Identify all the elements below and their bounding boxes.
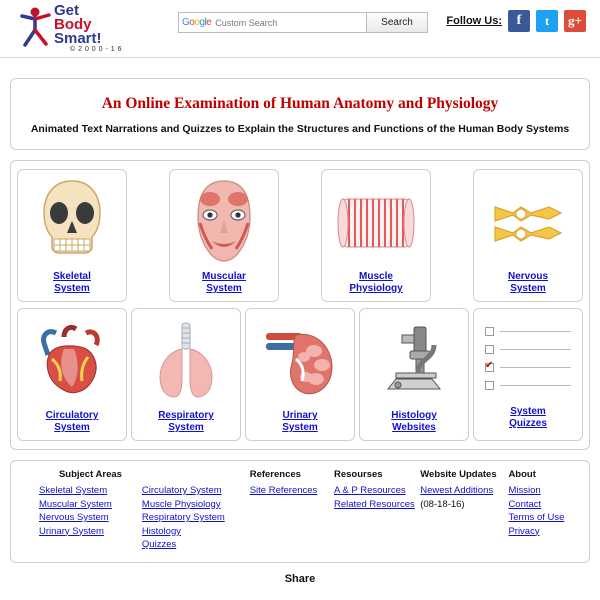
footer-column-title: About <box>508 469 536 480</box>
quiz-row <box>485 381 571 390</box>
nerve-icon <box>474 170 582 271</box>
footer-link[interactable]: Nervous System <box>39 512 109 523</box>
logo-line-2: Body <box>54 16 92 33</box>
card-label: Nervous System <box>507 271 548 294</box>
card-muscular-system[interactable] <box>169 169 279 302</box>
footer-column-title: Subject Areas <box>58 469 122 480</box>
footer-link[interactable]: Muscle Physiology <box>141 498 221 510</box>
footer-link[interactable]: Skeletal System <box>39 485 108 496</box>
card-respiratory-system[interactable] <box>131 308 241 441</box>
footer-update-date: (08-18-16) <box>420 498 465 510</box>
footer-link[interactable]: Newest Additions <box>420 485 494 496</box>
lungs-icon <box>132 309 240 410</box>
logo-wordmark <box>54 4 102 45</box>
card-label: Respiratory System <box>158 410 214 433</box>
footer-link[interactable]: A & P Resources <box>333 485 406 496</box>
logo-line-3: Smart! <box>54 30 102 47</box>
card-label: Circulatory System <box>45 410 99 433</box>
systems-grid-row-2 <box>17 308 583 441</box>
follow-us-label: Follow Us: <box>446 15 502 27</box>
footer-link[interactable]: Privacy <box>508 525 540 537</box>
facebook-icon[interactable]: f <box>508 10 530 32</box>
footer-link[interactable]: Muscular System <box>39 498 112 510</box>
footer-column-subject-areas-2 <box>142 469 250 552</box>
checkbox-icon[interactable] <box>485 345 494 354</box>
google-logo-icon: Google <box>182 17 212 28</box>
footer-link[interactable]: Mission <box>508 485 541 496</box>
footer-link[interactable]: Terms of Use <box>508 512 565 523</box>
footer-column-title: References <box>249 469 301 480</box>
card-circulatory-system[interactable] <box>17 308 127 441</box>
footer-link[interactable]: Contact <box>508 498 542 510</box>
card-label: Histology Websites <box>391 410 437 433</box>
footer-links-panel <box>10 460 590 563</box>
site-header <box>0 0 600 58</box>
muscle-fiber-icon <box>322 170 430 271</box>
checkbox-checked-icon[interactable] <box>485 363 494 372</box>
kidney-icon <box>246 309 354 410</box>
card-urinary-system[interactable] <box>245 308 355 441</box>
twitter-icon[interactable]: t <box>536 10 558 32</box>
page-title: An Online Examination of Human Anatomy and Physiology <box>101 95 499 112</box>
footer-link[interactable]: Related Resources <box>333 498 415 510</box>
site-logo[interactable] <box>14 2 174 56</box>
footer-link[interactable]: Histology <box>141 525 181 537</box>
card-label: Muscular System <box>202 271 246 294</box>
footer-link[interactable]: Urinary System <box>39 525 104 537</box>
footer-column-about <box>508 469 579 552</box>
footer-column-title: Website Updates <box>420 469 497 480</box>
checkbox-icon[interactable] <box>485 381 494 390</box>
search-placeholder-label: Custom Search <box>215 17 278 28</box>
footer-link[interactable]: Site References <box>249 485 318 496</box>
skull-icon <box>18 170 126 271</box>
logo-line-1: Get <box>54 2 80 19</box>
footer-link[interactable]: Quizzes <box>141 539 177 550</box>
footer-column-resourses <box>334 469 420 552</box>
footer-link[interactable]: Circulatory System <box>141 485 222 496</box>
search-button[interactable]: Search <box>366 12 428 33</box>
footer-column-website-updates <box>420 469 508 552</box>
google-plus-icon[interactable]: g+ <box>564 10 586 32</box>
checklist-icon <box>474 309 582 406</box>
title-panel <box>10 78 590 150</box>
systems-grid-row-1 <box>17 169 583 302</box>
heart-icon <box>18 309 126 410</box>
card-muscle-physiology[interactable] <box>321 169 431 302</box>
follow-us-group <box>446 10 586 32</box>
card-label: Muscle Physiology <box>349 271 403 294</box>
card-label: Urinary System <box>282 410 318 433</box>
card-skeletal-system[interactable] <box>17 169 127 302</box>
card-histology-websites[interactable] <box>359 308 469 441</box>
logo-figure-icon <box>16 6 54 48</box>
share-label: Share <box>284 572 316 585</box>
footer-link[interactable]: Respiratory System <box>141 512 225 523</box>
footer-column-title: Resourses <box>333 469 383 480</box>
systems-grid <box>10 160 590 450</box>
quiz-row <box>485 363 571 372</box>
quiz-row <box>485 345 571 354</box>
quiz-row <box>485 327 571 336</box>
card-system-quizzes[interactable] <box>473 308 583 441</box>
logo-copyright: © 2 0 0 0 - 1 6 <box>70 46 122 53</box>
footer-column-title <box>142 469 250 480</box>
card-nervous-system[interactable] <box>473 169 583 302</box>
footer-column-references <box>250 469 334 552</box>
card-label: Skeletal System <box>53 271 91 294</box>
face-muscles-icon <box>170 170 278 271</box>
card-label: System Quizzes <box>509 406 547 429</box>
checkbox-icon[interactable] <box>485 327 494 336</box>
page-subtitle: Animated Text Narrations and Quizzes to Explain the Structures and Functions of the Human Body Systems <box>30 123 570 135</box>
microscope-icon <box>360 309 468 410</box>
footer-column-subject-areas <box>39 469 142 552</box>
